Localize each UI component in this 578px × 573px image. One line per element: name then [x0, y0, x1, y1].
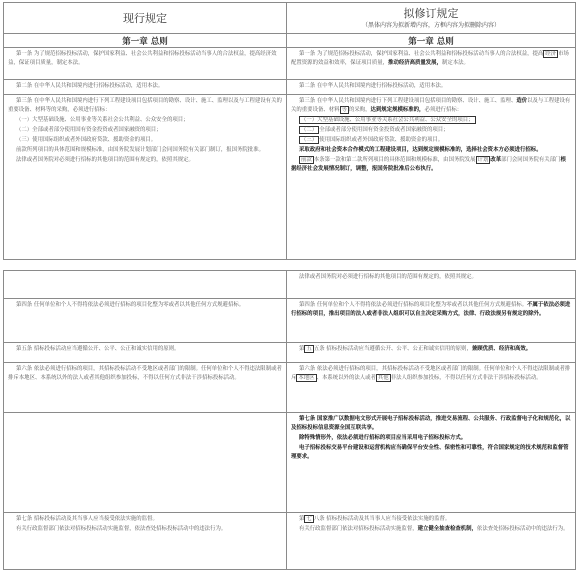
- header-proposed-note: （黑体内容为拟新增内容，方框内容为拟删除内容）: [361, 21, 500, 29]
- header-current: [4, 3, 287, 34]
- article-3-continued-proposed: 法律或者国务院对必须进行招标的其他项目的范围有规定的，依照其规定。: [287, 271, 576, 299]
- chapter-title-proposed: 第一章 总则: [287, 34, 576, 48]
- article-3-proposed: 第三条 在中华人民共和国境内进行下列工程建设项目包括项目的勘察、设计、施工、监理、造价以及与工程建设有关的重要设备、材料 等 的采购，达到规定规模标准的，必须进行招标： （一）大型基础设施、公用事业等关系社会公共利益、公众安全的项目； （二） 全部或者部分使用国有资金投资或者国家融资的项目； （三） 使用国际组织或者外国政府贷款、援助资金的项目。 采取政府和社会资本合作模式的工程建设项目，达到规定规模标准的，选择社会资本方必须进行招标。 前款 本条第一款和第二款所列项目的具体范围和规模标准，由国务院发展 计划 改革部门会同国务院有关部门根据经济社会发展情况制订，调整，报国务院批准后公布执行。: [287, 94, 576, 259]
- article-3-current: 第三条 在中华人民共和国境内进行下列工程建设项目包括项目的勘察、设计、施工、监理以及与工程建设有关的重要设备、材料等的采购，必须进行招标： （一）大型基础设施、公用事业等关系社会公共利益、公众安全的项目； （二）全部或者部分使用国有资金投资或者国家融资的项目； （三）使用国际组织或者外国政府贷款、援助资金的项目。 前款所列项目的具体范围和规模标准，由国务院发展计划部门会同国务院有关部门制订，报国务院批准。 法律或者国务院对必须进行招标的其他项目的范围有规定的，依照其规定。: [4, 94, 287, 259]
- header-proposed: [287, 3, 576, 34]
- added-text: 推动经济高质量发展，: [388, 59, 442, 66]
- article-3-continued-current: [4, 271, 287, 299]
- article-1-current: 第一条 为了规范招标投标活动，保护国家利益、社会公共利益和招标投标活动当事人的合法权益，提高经济效益，保证项目质量，制定本法。: [4, 48, 287, 80]
- deleted-text: 经济: [545, 51, 557, 57]
- article-5-proposed: 第 五 五条 招标投标活动应当遵循公开、公平、公正和诚实信用的原则，兼顾优质、经济和高效。: [287, 343, 576, 363]
- article-2-proposed: 第二条 在中华人民共和国境内进行招标投标活动，适用本法。: [287, 80, 576, 95]
- article-6-proposed: 第六条 依法必须进行招标的项目，其招标投标活动不受地区或者部门的限制。任何单位和个人不得违法限制或者排斥 本地区 、本系统以外的法人或者 其他 非法人组织参加投标，不得以任何方式非法干涉招标投标活动。: [287, 363, 576, 413]
- article-8-proposed: 第 七 八条 招标投标活动及其当事人应当接受依法实施的监督。 有关行政监督部门依法对招标投标活动实施监督，建立健全抽查检查机制，依法查处招标投标活动中的违法行为。: [287, 513, 576, 570]
- article-7-new-proposed: 第七条 国家推广以数据电文形式开展电子招标投标活动，推进交易流程、公共服务、行政监督电子化和规范化，以及招标投标信息资源全国互联共享。 除特殊情形外，依法必须进行招标的项目应当采用电子招标投标方式。 电子招标投标交易平台建设和运营机构应当确保平台安全性、保密性和可靠性，符合国家规定的技术规范和监督管理要求。: [287, 413, 576, 513]
- article-7-current: 第七条 招标投标活动及其当事人应当接受依法实施的监督。 有关行政监督部门依法对招标投标活动实施监督，依法查处招标投标活动中的违法行为。: [4, 513, 287, 570]
- header-proposed-title: 拟修订规定: [403, 6, 459, 20]
- chapter-title-current: 第一章 总则: [4, 34, 287, 48]
- comparison-table-top: [3, 2, 576, 260]
- header-current-title: 现行规定: [123, 12, 167, 25]
- article-7-new-current-empty: [4, 413, 287, 513]
- article-4-current: 第四条 任何单位和个人不得将依法必须进行招标的项目化整为零或者以其他任何方式规避招标。: [4, 299, 287, 343]
- comparison-table-bottom: [3, 270, 576, 570]
- article-6-current: 第六条 依法必须进行招标的项目，其招标投标活动不受地区或者部门的限制。任何单位和个人不得违法限制或者排斥本地区、本系统以外的法人或者其他组织参加投标，不得以任何方式非法干涉招标投标活动。: [4, 363, 287, 413]
- article-5-current: 第五条 招标投标活动应当遵循公开、公平、公正和诚实信用的原则。: [4, 343, 287, 363]
- article-2-current: 第二条 在中华人民共和国境内进行招标投标活动，适用本法。: [4, 80, 287, 95]
- article-4-proposed: 第四条 任何单位和个人不得将依法必须进行招标的项目化整为零或者以其他任何方式规避招标。不属于依法必须进行招标的项目，推出项目的法人或者非法人组织可以自主决定采购方式，法律、行政法规另有规定的除外。: [287, 299, 576, 343]
- article-1-proposed: 第一条 为了规范招标投标活动，保护国家利益、社会公共利益和招标投标活动当事人的合法权益，提高 经济 市场配置资源的效益和效率，保证项目质量，推动经济高质量发展，制定本法。: [287, 48, 576, 80]
